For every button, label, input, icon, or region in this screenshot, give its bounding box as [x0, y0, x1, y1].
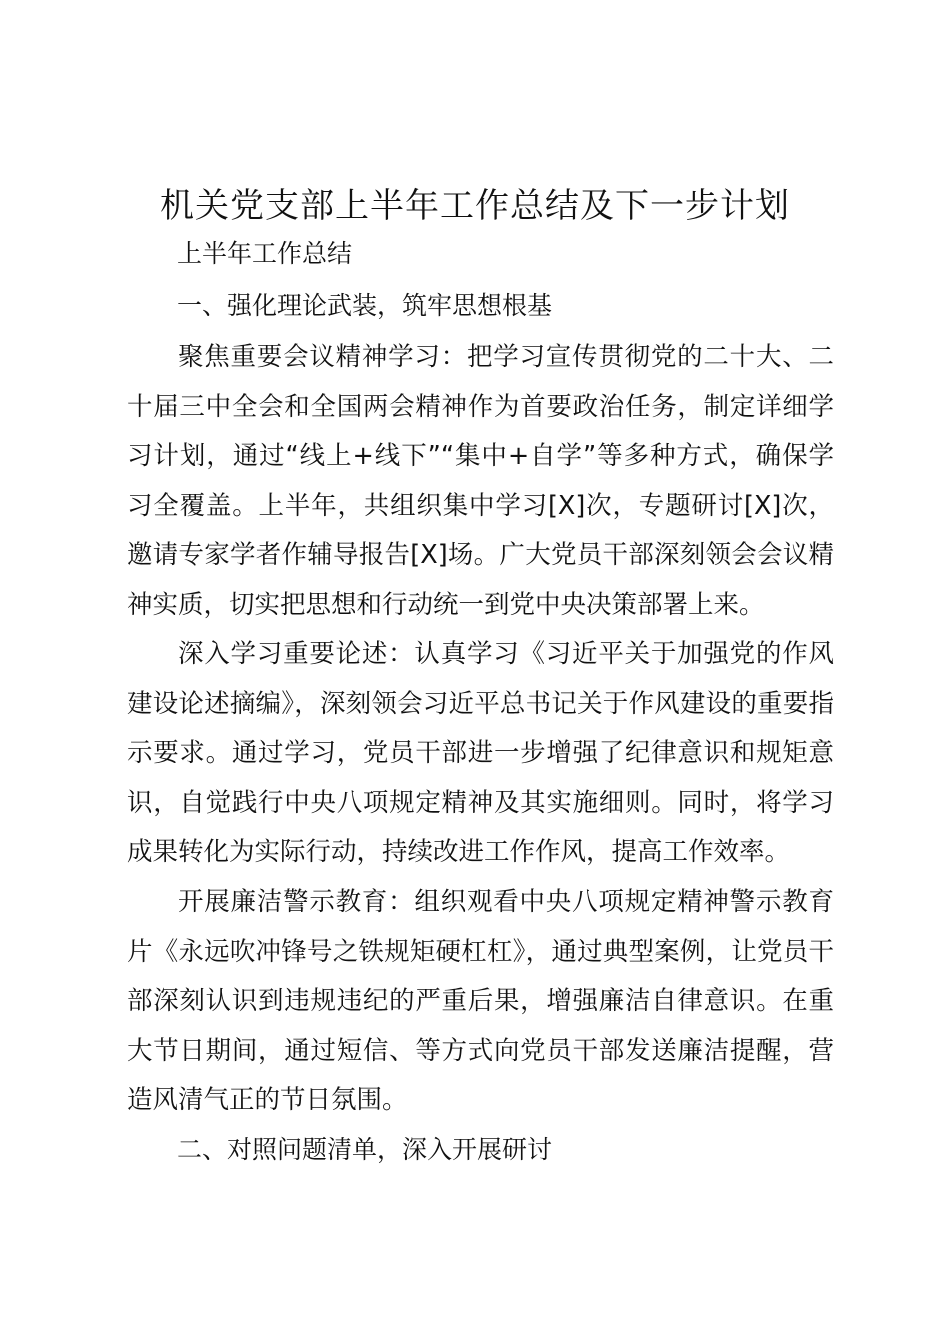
section-heading-2: 二、对照问题清单，深入开展研讨 — [177, 1135, 553, 1164]
document-title: 机关党支部上半年工作总结及下一步计划 — [160, 186, 790, 226]
section-heading-1: 一、强化理论武装，筑牢思想根基 — [177, 291, 553, 320]
paragraph-meeting-study: 聚焦重要会议精神学习：把学习宣传贯彻党的二十大、二十届三中全会和全国两会精神作为首要政治任务，制定详细学习计划，通过“线上+线下”“集中+自学”等多种方式，确保学习全覆盖。上半年，共组织集中学习[X]次，专题研讨[X]次，邀请专家学者作辅导报告[X]场。广大党员干部深刻领会会议精神实质，切实把思想和行动统一到党中央决策部署上来。 — [127, 342, 834, 620]
section-label: 上半年工作总结 — [177, 239, 353, 268]
paragraph-important-discourse: 深入学习重要论述：认真学习《习近平关于加强党的作风建设论述摘编》，深刻领会习近平总书记关于作风建设的重要指示要求。通过学习，党员干部进一步增强了纪律意识和规矩意识，自觉践行中央八项规定精神及其实施细则。同时，将学习成果转化为实际行动，持续改进工作作风，提高工作效率。 — [127, 639, 834, 867]
paragraph-integrity-education: 开展廉洁警示教育：组织观看中央八项规定精神警示教育片《永远吹冲锋号之铁规矩硬杠杠》，通过典型案例，让党员干部深刻认识到违规违纪的严重后果，增强廉洁自律意识。在重大节日期间，通过短信、等方式向党员干部发送廉洁提醒，营造风清气正的节日氛围。 — [127, 887, 834, 1115]
